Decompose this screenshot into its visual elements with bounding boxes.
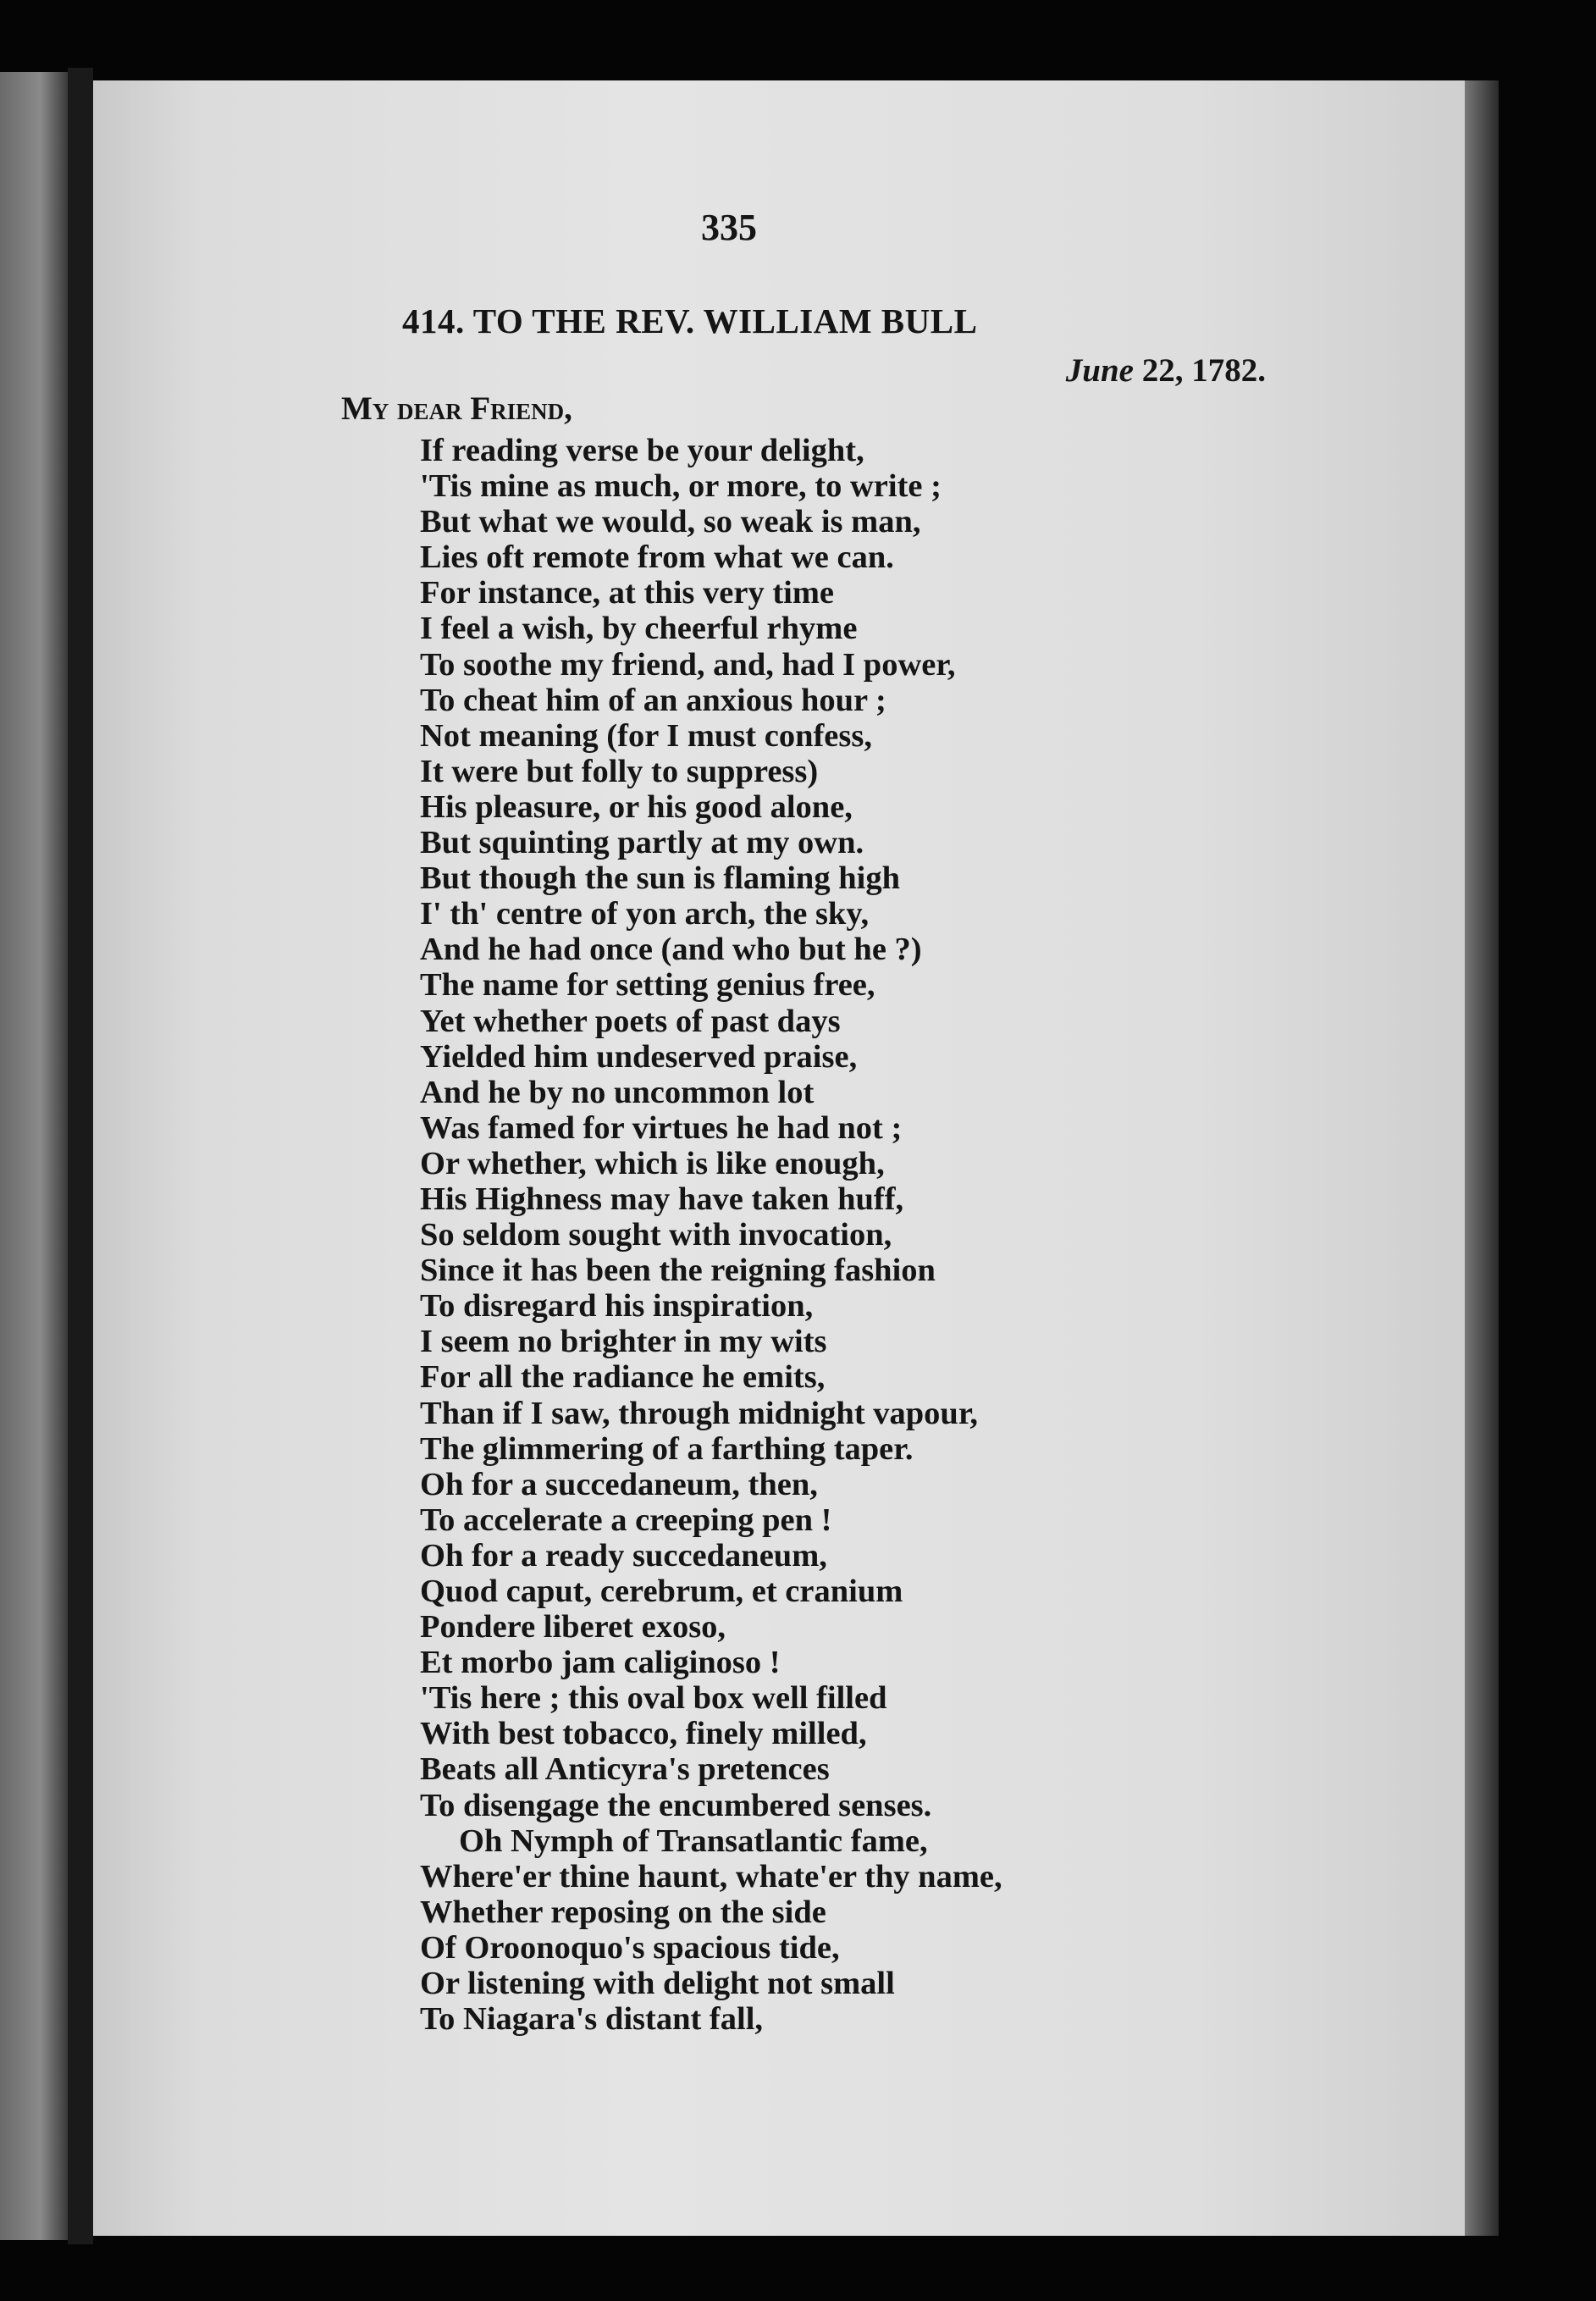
- verse-line: I' th' centre of yon arch, the sky,: [420, 896, 870, 932]
- letter-heading: 414. TO THE REV. WILLIAM BULL: [402, 301, 978, 340]
- verse-line: But though the sun is flaming high: [420, 860, 900, 897]
- verse-line: Beats all Anticyra's pretences: [420, 1751, 830, 1788]
- verse-line: Yet whether poets of past days: [420, 1003, 841, 1039]
- verse-line: His Highness may have taken huff,: [420, 1181, 904, 1217]
- verse-line: To soothe my friend, and, had I power,: [420, 646, 956, 683]
- verse-line: With best tobacco, finely milled,: [420, 1716, 867, 1752]
- verse-line: And he had once (and who but he ?): [420, 932, 922, 968]
- page-edge-shadow: [1465, 80, 1499, 2236]
- verse-line: It were but folly to suppress): [420, 753, 819, 789]
- verse-line: Oh for a ready succedaneum,: [420, 1537, 827, 1574]
- verse-line: Not meaning (for I must confess,: [420, 717, 872, 754]
- verse-line: Or listening with delight not small: [420, 1966, 895, 2002]
- verse-line: Was famed for virtues he had not ;: [420, 1109, 903, 1146]
- verse-line: 'Tis here ; this oval box well filled: [420, 1680, 887, 1717]
- verse-line: To disengage the encumbered senses.: [420, 1787, 932, 1823]
- verse-line: To Niagara's distant fall,: [420, 2001, 764, 2038]
- verse-line: And he by no uncommon lot: [420, 1074, 815, 1110]
- letter-date: [1066, 351, 1266, 390]
- page-number: 335: [701, 207, 757, 248]
- letter-date-day-year: 22, 1782.: [1134, 352, 1266, 389]
- salutation: My dear Friend,: [341, 390, 572, 427]
- verse-line: I seem no brighter in my wits: [420, 1324, 827, 1360]
- verse-line: 'Tis mine as much, or more, to write ;: [420, 468, 942, 505]
- verse-line: Or whether, which is like enough,: [420, 1145, 885, 1181]
- verse-line: Whether reposing on the side: [420, 1894, 826, 1930]
- verse-line: Where'er thine haunt, whate'er thy name,: [420, 1858, 1002, 1894]
- verse-line: But squinting partly at my own.: [420, 825, 864, 861]
- verse-line: Oh for a succedaneum, then,: [420, 1466, 818, 1502]
- verse-line: But what we would, so weak is man,: [420, 504, 921, 540]
- verse-line: To disregard his inspiration,: [420, 1288, 814, 1325]
- verse-line: Yielded him undeserved praise,: [420, 1038, 858, 1075]
- verse-line: The name for setting genius free,: [420, 967, 875, 1004]
- book-gutter: [68, 68, 93, 2244]
- verse-line: Oh Nymph of Transatlantic fame,: [459, 1823, 928, 1859]
- verse-line: For all the radiance he emits,: [420, 1359, 826, 1396]
- verse-line: The glimmering of a farthing taper.: [420, 1430, 914, 1467]
- verse-line: Of Oroonoquo's spacious tide,: [420, 1929, 840, 1966]
- verse-line: His pleasure, or his good alone,: [420, 788, 853, 825]
- verse-line: I feel a wish, by cheerful rhyme: [420, 611, 858, 647]
- verse-line: Since it has been the reigning fashion: [420, 1253, 936, 1289]
- verse-line: Et morbo jam caliginoso !: [420, 1645, 781, 1681]
- verse-body: [420, 433, 1002, 2037]
- verse-line: To cheat him of an anxious hour ;: [420, 682, 886, 718]
- verse-line: For instance, at this very time: [420, 575, 834, 611]
- verse-line: Quod caput, cerebrum, et cranium: [420, 1574, 903, 1609]
- verse-line: Lies oft remote from what we can.: [420, 539, 894, 576]
- facing-page-edge: [0, 72, 68, 2240]
- verse-line: To accelerate a creeping pen !: [420, 1502, 832, 1538]
- verse-line: Than if I saw, through midnight vapour,: [420, 1395, 979, 1431]
- verse-line: Pondere liberet exoso,: [420, 1609, 726, 1646]
- letter-date-month: June: [1065, 352, 1134, 389]
- verse-line: So seldom sought with invocation,: [420, 1217, 892, 1253]
- verse-line: If reading verse be your delight,: [420, 433, 864, 468]
